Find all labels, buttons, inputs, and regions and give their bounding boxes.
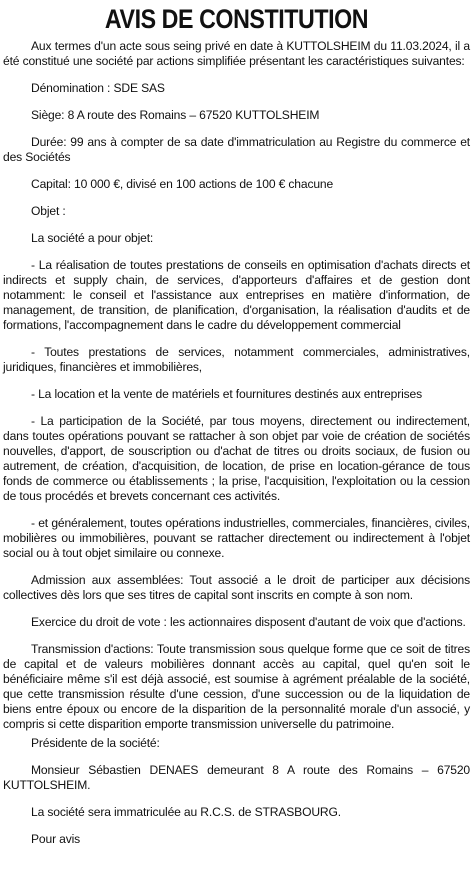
objet-label: Objet : xyxy=(31,204,66,218)
president-label: Présidente de la société: xyxy=(31,736,160,750)
objet-item: - La participation de la Société, par tous moyens, directement ou indirectement, dans toutes opérations pouvant se rattacher à son objet par voie de création de sociétés nouvelles, d'apport, de souscription ou d'achat de titres ou droits sociaux, de fusion ou autrement, de création, d'acquisition, de location, de prise en location-gérance de tous fonds de commerce ou établissements ; la prise, l'acquisition, l'exploitation ou la cession de tous procédés et brevets concernant ces activités. xyxy=(3,414,470,503)
siege-line: Siège: 8 A route des Romains – 67520 KUTTOLSHEIM xyxy=(31,108,320,122)
capital-line: Capital: 10 000 €, divisé en 100 actions de 100 € chacune xyxy=(31,177,334,191)
objet-item: - La réalisation de toutes prestations de conseils en optimisation d'achats directs et indirects et supply chain, de services, d'apporteurs d'affaires et de gestion dont notamment: le conseil et l'assistance aux entreprises en matière d'information, de management, de transition, de planification, d'organisation, la réalisation d'audits et de formations, l'accompagnement dans le cadre du développement commercial xyxy=(3,258,470,332)
objet-item: - Toutes prestations de services, notamment commerciales, administratives, juridiques, financières et immobilières, xyxy=(3,345,470,374)
transmission-paragraph: Transmission d'actions: Toute transmission sous quelque forme que ce soit de titres de capital et de valeurs mobilières donnant accès au capital, quel qu'en soit le bénéficiaire même s'il est déjà associé, est soumise à agrément préalable de la société, que cette transmission résulte d'une cession, d'une succession ou de la liquidation de biens entre époux ou encore de la disparition de la personnalité morale d'un associé, y compris si cette disparition emporte transmission universelle du patrimoine. xyxy=(3,642,470,731)
notice-title: AVIS DE CONSTITUTION xyxy=(104,4,369,34)
denomination-line: Dénomination : SDE SAS xyxy=(31,81,165,95)
rcs-line: La société sera immatriculée au R.C.S. de STRASBOURG. xyxy=(31,805,341,819)
objet-item: - et généralement, toutes opérations industrielles, commerciales, financières, civiles, mobilières ou immobilières, pouvant se rattacher directement ou indirectement à l'objet social ou à tout objet similaire ou connexe. xyxy=(3,516,470,560)
duree-paragraph: Durée: 99 ans à compter de sa date d'immatriculation au Registre du commerce et des Sociétés xyxy=(3,135,470,164)
vote-paragraph: Exercice du droit de vote : les actionnaires disposent d'autant de voix que d'actions. xyxy=(31,615,466,629)
president-paragraph: Monsieur Sébastien DENAES demeurant 8 A route des Romains – 67520 KUTTOLSHEIM. xyxy=(3,763,470,792)
admission-paragraph: Admission aux assemblées: Tout associé a le droit de participer aux décisions collectives dès lors que ses titres de capital sont inscrits en compte à son nom. xyxy=(3,573,470,602)
intro-paragraph: Aux termes d'un acte sous seing privé en date à KUTTOLSHEIM du 11.03.2024, il a été constitué une société par actions simplifiée présentant les caractéristiques suivantes: xyxy=(3,39,470,68)
objet-item: - La location et la vente de matériels et fournitures destinés aux entreprises xyxy=(31,387,422,401)
closing-line: Pour avis xyxy=(31,832,81,846)
objet-intro: La société a pour objet: xyxy=(31,231,154,245)
